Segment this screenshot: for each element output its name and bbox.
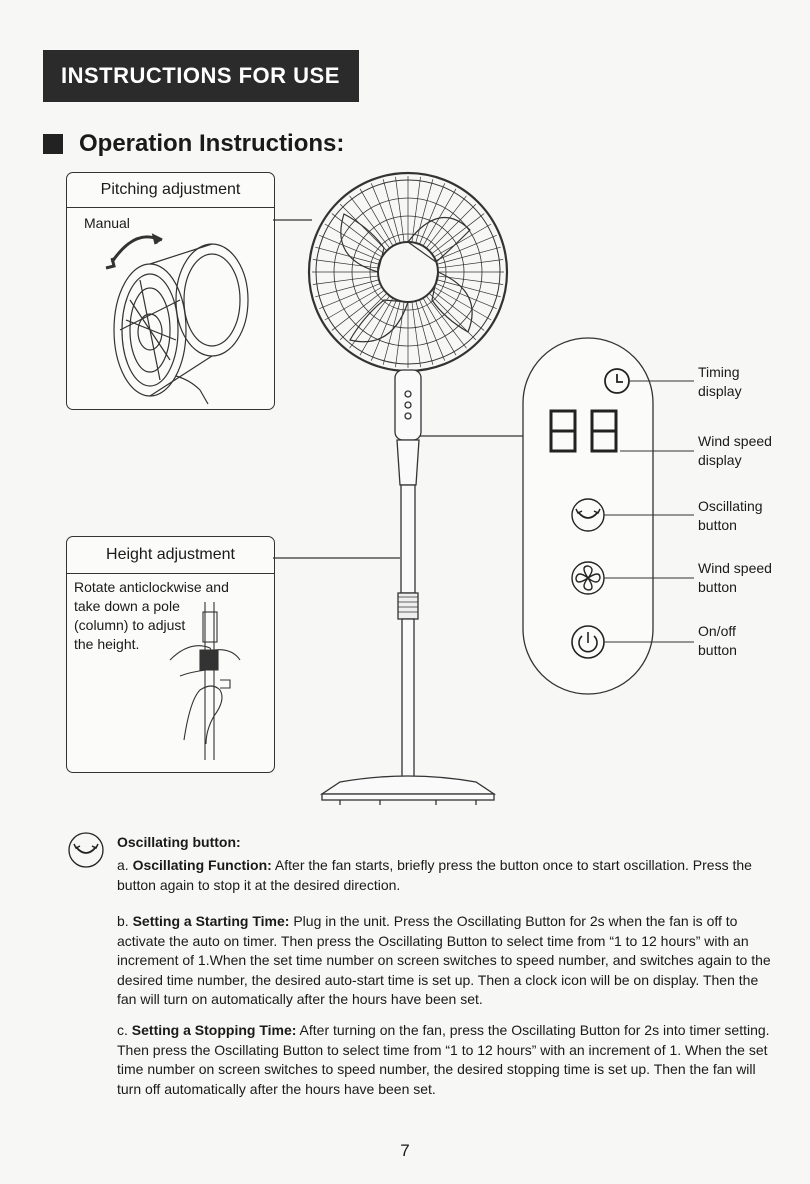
tilted-fan-icon <box>106 236 248 404</box>
timing-display-label <box>698 363 742 401</box>
fan-guard-spoke <box>395 177 404 242</box>
onoff-button-label <box>698 622 737 660</box>
manual-label: Manual <box>84 215 130 231</box>
oscillating-label-line: Oscillating <box>698 498 763 514</box>
onoff-label-line: On/off <box>698 623 736 639</box>
fan-guard-spoke <box>426 296 466 348</box>
height-line: take down a pole <box>74 598 180 614</box>
timing-label-line: Timing <box>698 364 740 380</box>
wind-display-label-line: display <box>698 452 742 468</box>
para-title: Setting a Stopping Time: <box>131 1022 297 1038</box>
hand-adjusting-pole-icon <box>170 602 240 760</box>
fan-guard-spoke <box>395 302 404 367</box>
fan-guard-spoke <box>350 296 390 348</box>
fan-guard-spoke <box>340 204 387 251</box>
wind-speed-button-label <box>698 559 772 597</box>
para-prefix: b. <box>117 913 133 929</box>
wind-button-label-line: button <box>698 579 737 595</box>
para-text: After turning on the fan, press the Oscillating Button for 2s into timer setting. Then press the Oscillating Button to select time from “1 to 12 hours” with an increment of 1. When the set time number on screen switches to speed number, the desired stopping time is set up. Then the fan will turn off automatically after the hours have been set. <box>117 1022 770 1097</box>
wind-display-label-line: Wind speed <box>698 433 772 449</box>
onoff-label-line: button <box>698 642 737 658</box>
pitching-adjustment-title: Pitching adjustment <box>67 173 274 208</box>
oscillating-label-line: button <box>698 517 737 533</box>
para-text: Plug in the unit. Press the Oscillating Button for 2s when the fan is off to activate the auto on timer. Then press the Oscillating Button to select time from “1 to 12 hours” with an increment of 1.When the set time number on screen switches to speed number, and switches again to the desired time number, the desired auto-start time is set up. Then a clock icon will be on display. Then the fan will turn on automatically after the hours have been set. <box>117 913 771 1007</box>
height-line: (column) to adjust <box>74 617 186 633</box>
height-line: the height. <box>74 636 140 652</box>
height-line: Rotate anticlockwise and <box>74 579 229 595</box>
fan-guard-spoke <box>313 276 378 285</box>
fan-pole-icon <box>322 370 494 805</box>
oscillating-section-icon <box>66 830 106 870</box>
para-prefix: a. <box>117 857 133 873</box>
section-title-text: Operation Instructions: <box>79 130 345 157</box>
wind-speed-display-label <box>698 432 772 470</box>
starting-time-paragraph <box>117 912 779 1010</box>
para-title: Setting a Starting Time: <box>132 913 290 929</box>
instructions-banner: INSTRUCTIONS FOR USE <box>43 50 359 102</box>
fan-guard-spoke <box>340 293 387 340</box>
fan-guard-spoke <box>350 196 390 248</box>
fan-guard-spoke <box>412 302 421 367</box>
fan-guard-spoke <box>429 293 476 340</box>
para-prefix: c. <box>117 1022 132 1038</box>
timing-label-line: display <box>698 383 742 399</box>
oscillating-button-label <box>698 497 763 535</box>
height-adjustment-title: Height adjustment <box>67 537 274 574</box>
fan-guard-spoke <box>332 214 384 254</box>
wind-button-label-line: Wind speed <box>698 560 772 576</box>
para-title: Oscillating Function: <box>132 857 272 873</box>
fan-guard-spoke <box>438 259 503 268</box>
page-number: 7 <box>400 1141 410 1160</box>
oscillating-function-paragraph <box>117 856 779 895</box>
stopping-time-paragraph <box>117 1021 779 1099</box>
para-text: After the fan starts, briefly press the button once to start oscillation. Press the button again to stop it at the desired direction. <box>117 857 752 893</box>
fan-guard-spoke <box>313 259 378 268</box>
oscillating-heading: Oscillating button: <box>117 834 241 850</box>
fan-guard-spoke <box>432 214 484 254</box>
fan-guard-spoke <box>332 290 384 330</box>
fan-guard-spoke <box>429 204 476 251</box>
fan-head-icon <box>309 173 507 371</box>
